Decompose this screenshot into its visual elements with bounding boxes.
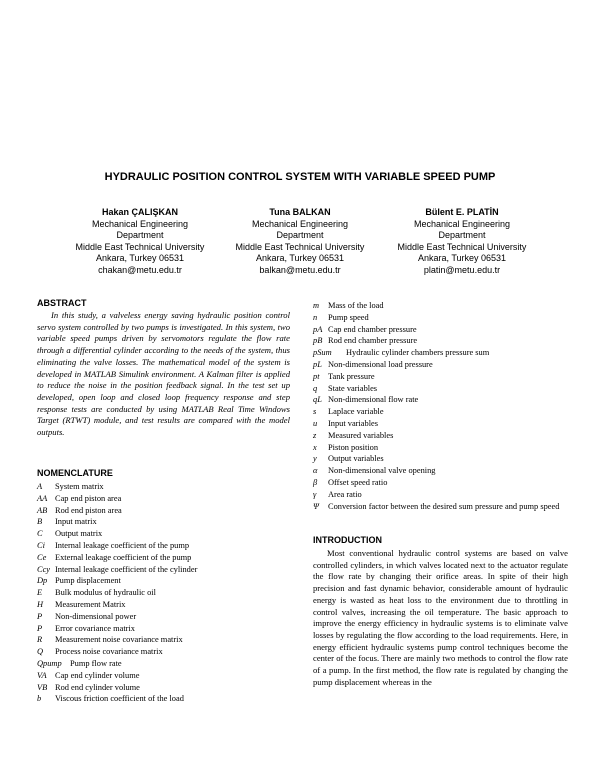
symbol: H (37, 599, 44, 609)
nomenclature-entry (37, 481, 297, 493)
nomenclature-entry (313, 418, 568, 430)
author-dept: Department (438, 230, 486, 240)
symbol-description: External leakage coefficient of the pump (55, 552, 192, 562)
author-block-1 (50, 207, 230, 276)
symbol-description: Rod end cylinder volume (55, 682, 140, 692)
symbol-description: Output matrix (55, 529, 103, 539)
author-email: chakan@metu.edu.tr (98, 264, 182, 275)
symbol: y (313, 454, 317, 464)
symbol: pA (313, 324, 323, 334)
symbol: b (37, 694, 42, 704)
symbol-description: Input variables (328, 418, 379, 428)
symbol-description: System matrix (55, 482, 104, 491)
nomenclature-entry (313, 335, 568, 347)
symbol: γ (313, 489, 317, 499)
symbol: β (313, 477, 318, 487)
nomenclature-entry (313, 406, 568, 418)
symbol-description: Pump speed (328, 312, 369, 322)
nomenclature-entry (313, 442, 568, 454)
nomenclature-entry (37, 693, 297, 705)
nomenclature-entry (37, 540, 297, 552)
nomenclature-heading: NOMENCLATURE (37, 468, 113, 478)
symbol-description: Area ratio (328, 489, 362, 499)
symbol-description: Output variables (328, 454, 384, 464)
symbol: pSum (313, 348, 332, 358)
abstract-heading: ABSTRACT (37, 298, 87, 308)
symbol: C (37, 529, 43, 539)
nomenclature-entry (313, 489, 568, 501)
symbol: Ci (37, 540, 45, 550)
symbol: u (313, 418, 318, 428)
author-univ: Middle East Technical University (397, 241, 527, 252)
author-dept: Mechanical Engineering (413, 218, 511, 229)
author-dept: Mechanical Engineering (251, 218, 349, 229)
symbol: q (313, 383, 318, 393)
symbol: AA (37, 493, 48, 503)
symbol: Ce (37, 552, 47, 562)
nomenclature-entry (37, 611, 297, 623)
author-block-3 (372, 207, 552, 276)
symbol-description: Conversion factor between the desired sum pressure and pump speed (328, 501, 560, 511)
nomenclature-entry (313, 383, 568, 395)
author-name: Bülent E. PLATİN (425, 207, 499, 217)
symbol: Ccy (37, 564, 51, 574)
symbol-description: Tank pressure (328, 371, 375, 381)
nomenclature-entry (313, 501, 568, 513)
author-name: Hakan ÇALIŞKAN (101, 207, 178, 217)
symbol-description: Piston position (328, 442, 379, 452)
symbol-description: Measured variables (328, 430, 394, 440)
nomenclature-entry (313, 394, 568, 406)
symbol-description: Non-dimensional power (55, 611, 137, 621)
nomenclature-entry (313, 324, 568, 336)
nomenclature-entry (313, 371, 568, 383)
symbol: B (37, 517, 43, 527)
symbol: s (313, 407, 317, 417)
nomenclature-entry (313, 312, 568, 324)
author-dept: Mechanical Engineering (91, 218, 189, 229)
symbol: pB (313, 336, 323, 346)
nomenclature-list (37, 481, 297, 705)
paper-title: HYDRAULIC POSITION CONTROL SYSTEM WITH VARIABLE SPEED PUMP (104, 171, 496, 183)
symbol-description: Cap end chamber pressure (328, 324, 417, 334)
symbol: VB (37, 682, 48, 692)
symbol-description: Laplace variable (328, 407, 384, 417)
introduction-body: Most conventional hydraulic control systems are based on valve controlled cylinders, in which valves located next to the actuator regulate the flow rate by changing their orifice areas. In spite of their high precision and fast dynamic behavior, considerable amount of hydraulic energy is wasted as heat loss to the environment due to throttling in control valves, increasing the oil temperature. The basic approach to improve the energy efficiency in hydraulic systems is to eliminate valve losses by regulating the flow according to the load requirements. Here, in energy efficient hydraulic systems pump control techniques become the center of the focus. There are mainly two methods to control the flow rate of a pump. In the first method, the flow rate is regulated by changing the pump displacement whereas in the (313, 548, 568, 687)
nomenclature-entry (37, 564, 297, 576)
symbol: Q (37, 647, 44, 657)
abstract-body: In this study, a valveless energy saving hydraulic position control servo system controlled by two pumps is investigated. In this system, two variable speed pumps driven by servomotors regulate the flow rate through a differential cylinder according to the needs of the system, thus eliminating the valve losses. The mathematical model of the system is developed in MATLAB Simulink environment. A Kalman filter is applied to reduce the noise in the position feedback signal. In the test set up developed, open loop and closed loop frequency response and step response tests are conducted by using MATLAB Real Time Windows Target (RTWT) module, and test results are compared with the model outputs. (37, 310, 290, 438)
nomenclature-entry (37, 575, 297, 587)
author-dept: Department (116, 230, 164, 240)
symbol-description: Non-dimensional load pressure (328, 359, 433, 369)
introduction-heading: INTRODUCTION (313, 535, 382, 545)
symbol-description: Non-dimensional valve opening (328, 466, 436, 476)
nomenclature-entry (37, 528, 297, 540)
nomenclature-entry (313, 430, 568, 442)
author-email: platin@metu.edu.tr (423, 264, 501, 275)
nomenclature-entry (37, 493, 297, 505)
symbol-description: Rod end chamber pressure (328, 336, 418, 346)
nomenclature-entry (313, 347, 568, 359)
author-univ: Middle East Technical University (75, 241, 205, 252)
symbol: pt (313, 371, 320, 381)
nomenclature-entry (37, 552, 297, 564)
symbol: Dp (37, 576, 48, 586)
symbol-description: Non-dimensional flow rate (328, 395, 419, 405)
symbol-description: Bulk modulus of hydraulic oil (55, 588, 156, 598)
symbol-description: Error covariance matrix (55, 623, 135, 633)
author-city: Ankara, Turkey 06531 (417, 253, 507, 263)
symbol-description: Process noise covariance matrix (55, 647, 163, 657)
symbol-description: Viscous friction coefficient of the load (55, 694, 184, 704)
symbol-description: Cap end cylinder volume (55, 670, 140, 680)
symbol: VA (37, 670, 47, 680)
author-univ: Middle East Technical University (235, 241, 365, 252)
nomenclature-entry (37, 658, 297, 670)
nomenclature-entry (313, 359, 568, 371)
nomenclature-entry (313, 465, 568, 477)
author-block-2 (210, 207, 390, 276)
nomenclature-entry (37, 587, 297, 599)
nomenclature-entry (37, 670, 297, 682)
symbol: n (313, 312, 318, 322)
nomenclature-entry (313, 477, 568, 489)
symbol: A (37, 482, 43, 491)
symbol-description: Cap end piston area (55, 493, 122, 503)
symbol: x (313, 442, 317, 452)
nomenclature-entry (37, 516, 297, 528)
author-city: Ankara, Turkey 06531 (255, 253, 345, 263)
symbol: P (37, 623, 43, 633)
symbol-description: Mass of the load (328, 301, 384, 310)
symbols-list (313, 300, 568, 512)
symbol: z (313, 430, 317, 440)
symbol: AB (37, 505, 48, 515)
symbol-description: Pump displacement (55, 576, 121, 586)
symbol: P (37, 611, 43, 621)
nomenclature-entry (313, 300, 568, 312)
author-city: Ankara, Turkey 06531 (95, 253, 185, 263)
symbol-description: Measurement noise covariance matrix (55, 635, 183, 645)
symbol: α (313, 466, 318, 476)
symbol: m (313, 301, 320, 310)
nomenclature-entry (37, 599, 297, 611)
symbol-description: Hydraulic cylinder chambers pressure sum (346, 348, 490, 358)
nomenclature-entry (37, 682, 297, 694)
author-dept: Department (276, 230, 324, 240)
symbol: R (37, 635, 43, 645)
symbol-description: Pump flow rate (70, 658, 122, 668)
symbol: Ψ (313, 501, 319, 511)
symbol-description: Internal leakage coefficient of the pump (55, 540, 190, 550)
nomenclature-entry (37, 505, 297, 517)
nomenclature-entry (37, 634, 297, 646)
symbol-description: Measurement Matrix (55, 599, 126, 609)
symbol-description: Internal leakage coefficient of the cylinder (55, 564, 198, 574)
symbol-description: Rod end piston area (55, 505, 122, 515)
symbol: pL (313, 359, 322, 369)
symbol: qL (313, 395, 322, 405)
symbol: Qpump (37, 658, 62, 668)
author-email: balkan@metu.edu.tr (259, 264, 341, 275)
nomenclature-entry (313, 453, 568, 465)
symbol: E (37, 588, 43, 598)
symbol-description: Offset speed ratio (328, 477, 388, 487)
symbol-description: Input matrix (55, 517, 97, 527)
nomenclature-entry (37, 623, 297, 635)
nomenclature-entry (37, 646, 297, 658)
symbol-description: State variables (328, 383, 378, 393)
author-name: Tuna BALKAN (269, 207, 331, 217)
